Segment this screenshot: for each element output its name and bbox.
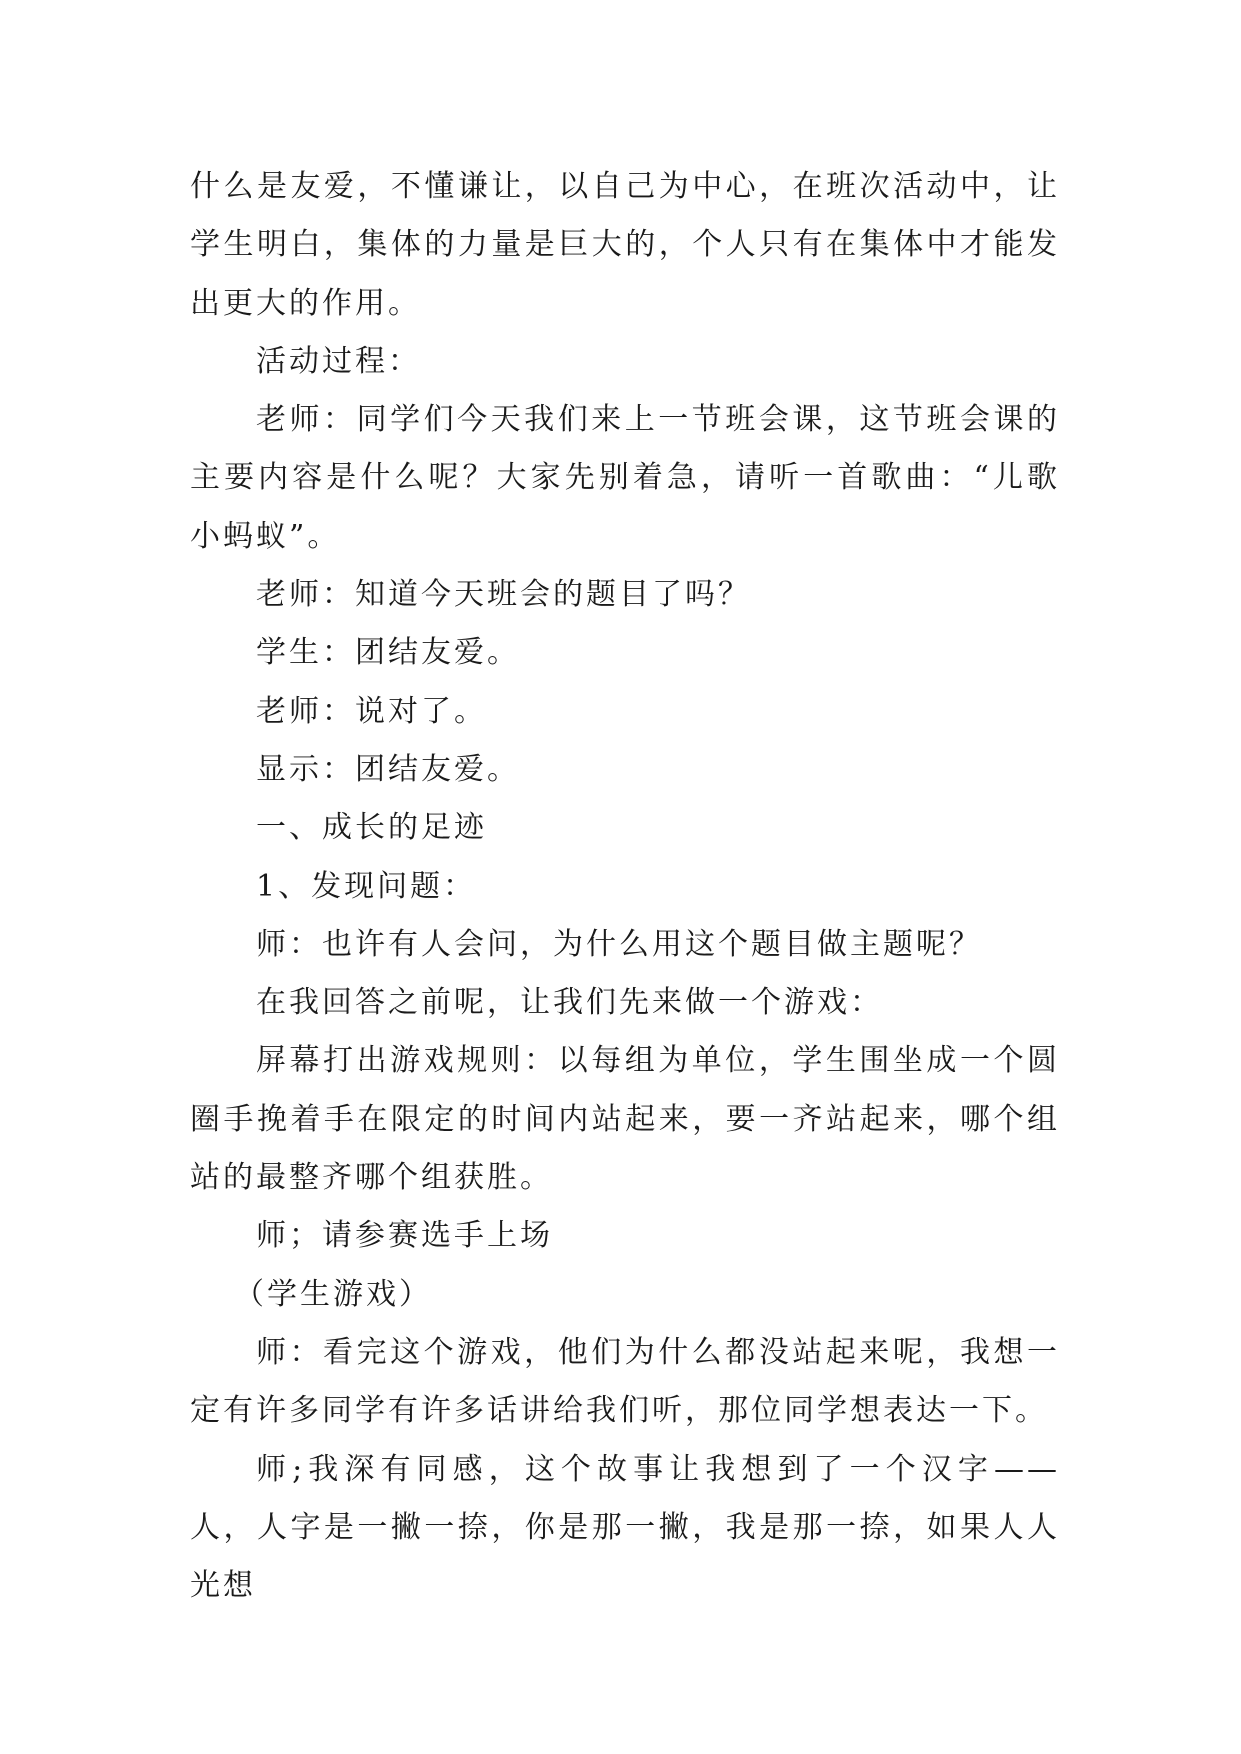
paragraph-game-rules: 屏幕打出游戏规则：以每组为单位，学生围坐成一个圆圈手挽着手在限定的时间内站起来，要一齐站起来，哪个组站的最整齐哪个组获胜。 [190, 1043, 1060, 1196]
paragraph-teacher-reflection: 师：看完这个游戏，他们为什么都没站起来呢，我想一定有许多同学有许多话讲给我们听，那位同学想表达一下。 [190, 1334, 1060, 1429]
paragraph-student-answer: 学生：团结友爱。 [256, 635, 520, 671]
paragraph-teacher-why: 师：也许有人会问，为什么用这个题目做主题呢？ [256, 926, 982, 962]
paragraph-teacher-opening: 老师：同学们今天我们来上一节班会课，这节班会课的主要内容是什么呢？大家先别着急，请听一首歌曲：“儿歌小蚂蚁”。 [190, 402, 1060, 554]
paragraph-activity-heading: 活动过程： [256, 343, 421, 379]
paragraph-student-game: （学生游戏） [234, 1276, 432, 1312]
paragraph-display: 显示：团结友爱。 [256, 751, 520, 787]
paragraph-teacher-question: 老师：知道今天班会的题目了吗？ [256, 577, 751, 613]
paragraph-teacher-character: 师;我深有同感，这个故事让我想到了一个汉字——人，人字是一撇一捺，你是那一撇，我是那一捺，如果人人光想 [190, 1451, 1060, 1604]
section-heading-growth: 一、成长的足迹 [256, 810, 487, 846]
paragraph-game-intro: 在我回答之前呢，让我们先来做一个游戏： [256, 985, 883, 1021]
paragraph-players-call: 师；请参赛选手上场 [256, 1218, 553, 1254]
document-body [190, 158, 1060, 1615]
paragraph-teacher-confirm: 老师：说对了。 [256, 693, 487, 729]
subheading-find-problem: 1、发现问题： [256, 868, 477, 904]
paragraph-intro: 什么是友爱，不懂谦让，以自己为中心，在班次活动中，让学生明白，集体的力量是巨大的，个人只有在集体中才能发出更大的作用。 [190, 169, 1060, 321]
